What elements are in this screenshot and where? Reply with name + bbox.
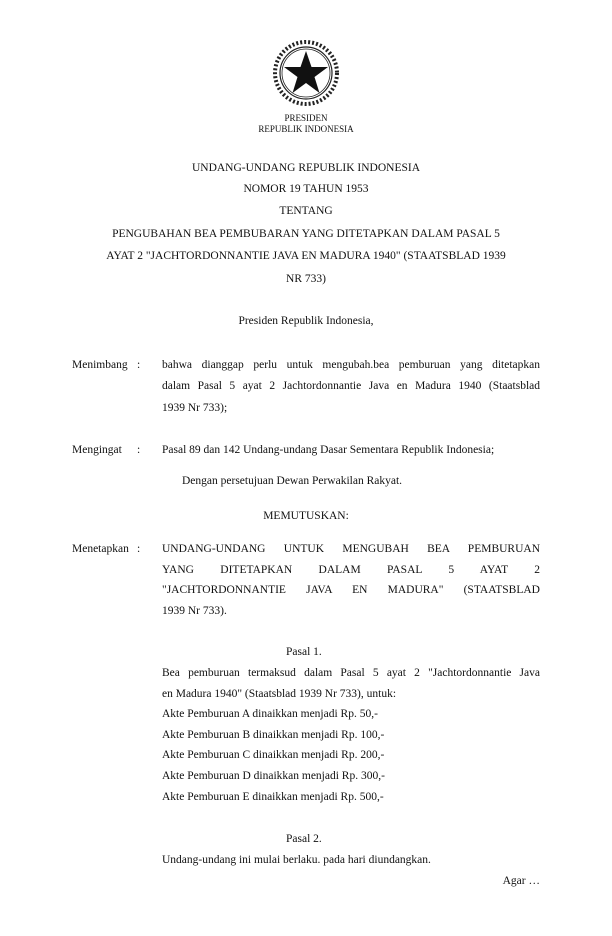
pasal1-heading: Pasal 1.	[286, 646, 322, 658]
header-presiden: PRESIDEN	[284, 113, 328, 123]
pasal1-line: en Madura 1940" (Staatsblad 1939 Nr 733), untuk:	[162, 688, 397, 700]
pasal1-line: Akte Pemburuan C dinaikkan menjadi Rp. 200,-	[162, 749, 385, 761]
menimbang-label: Menimbang	[72, 359, 128, 371]
menimbang-colon: :	[137, 359, 141, 371]
pasal1-line: Bea pemburuan termaksud dalam Pasal 5 ayat 2 "Jachtordonnantie Java	[162, 667, 540, 679]
mengingat-colon: :	[137, 444, 141, 456]
header-republik-indonesia: REPUBLIK INDONESIA	[258, 124, 354, 134]
title-line: NOMOR 19 TAHUN 1953	[243, 183, 369, 195]
menetapkan-line: YANG DITETAPKAN DALAM PASAL 5 AYAT 2	[162, 564, 540, 576]
title-line: TENTANG	[279, 205, 333, 217]
pasal1-line: Akte Pemburuan B dinaikkan menjadi Rp. 100,-	[162, 729, 385, 741]
pasal2-heading: Pasal 2.	[286, 833, 322, 845]
title-line: PENGUBAHAN BEA PEMBUBARAN YANG DITETAPKAN DALAM PASAL 5	[112, 228, 500, 240]
garuda-star-emblem-icon	[271, 38, 341, 108]
persetujuan: Dengan persetujuan Dewan Perwakilan Rakyat.	[182, 475, 403, 487]
pasal1-line: Akte Pemburuan A dinaikkan menjadi Rp. 50,-	[162, 708, 378, 720]
menetapkan-label: Menetapkan	[72, 543, 129, 555]
menetapkan-line: 1939 Nr 733).	[162, 605, 227, 617]
menimbang-line: 1939 Nr 733);	[162, 402, 228, 414]
menetapkan-line: "JACHTORDONNANTIE JAVA EN MADURA" (STAATSBLAD	[162, 584, 540, 596]
title-line: AYAT 2 "JACHTORDONNANTIE JAVA EN MADURA 1940" (STAATSBLAD 1939	[106, 250, 506, 262]
preamble: Presiden Republik Indonesia,	[238, 315, 374, 327]
menimbang-line: dalam Pasal 5 ayat 2 Jachtordonnantie Java en Madura 1940 (Staatsblad	[162, 380, 540, 392]
menimbang-line: bahwa dianggap perlu untuk mengubah.bea pemburuan yang ditetapkan	[162, 359, 540, 371]
mengingat-label: Mengingat	[72, 444, 122, 456]
memutuskan: MEMUTUSKAN:	[263, 510, 349, 522]
continuation: Agar …	[502, 875, 540, 887]
pasal2-text: Undang-undang ini mulai berlaku. pada hari diundangkan.	[162, 854, 431, 866]
pasal1-line: Akte Pemburuan D dinaikkan menjadi Rp. 300,-	[162, 770, 385, 782]
title-line: NR 733)	[286, 273, 326, 285]
title-line: UNDANG-UNDANG REPUBLIK INDONESIA	[191, 162, 421, 174]
mengingat-text: Pasal 89 dan 142 Undang-undang Dasar Sementara Republik Indonesia;	[162, 444, 495, 456]
pasal1-line: Akte Pemburuan E dinaikkan menjadi Rp. 500,-	[162, 791, 384, 803]
menetapkan-colon: :	[137, 543, 141, 555]
menetapkan-line: UNDANG-UNDANG UNTUK MENGUBAH BEA PEMBURUAN	[162, 543, 540, 555]
